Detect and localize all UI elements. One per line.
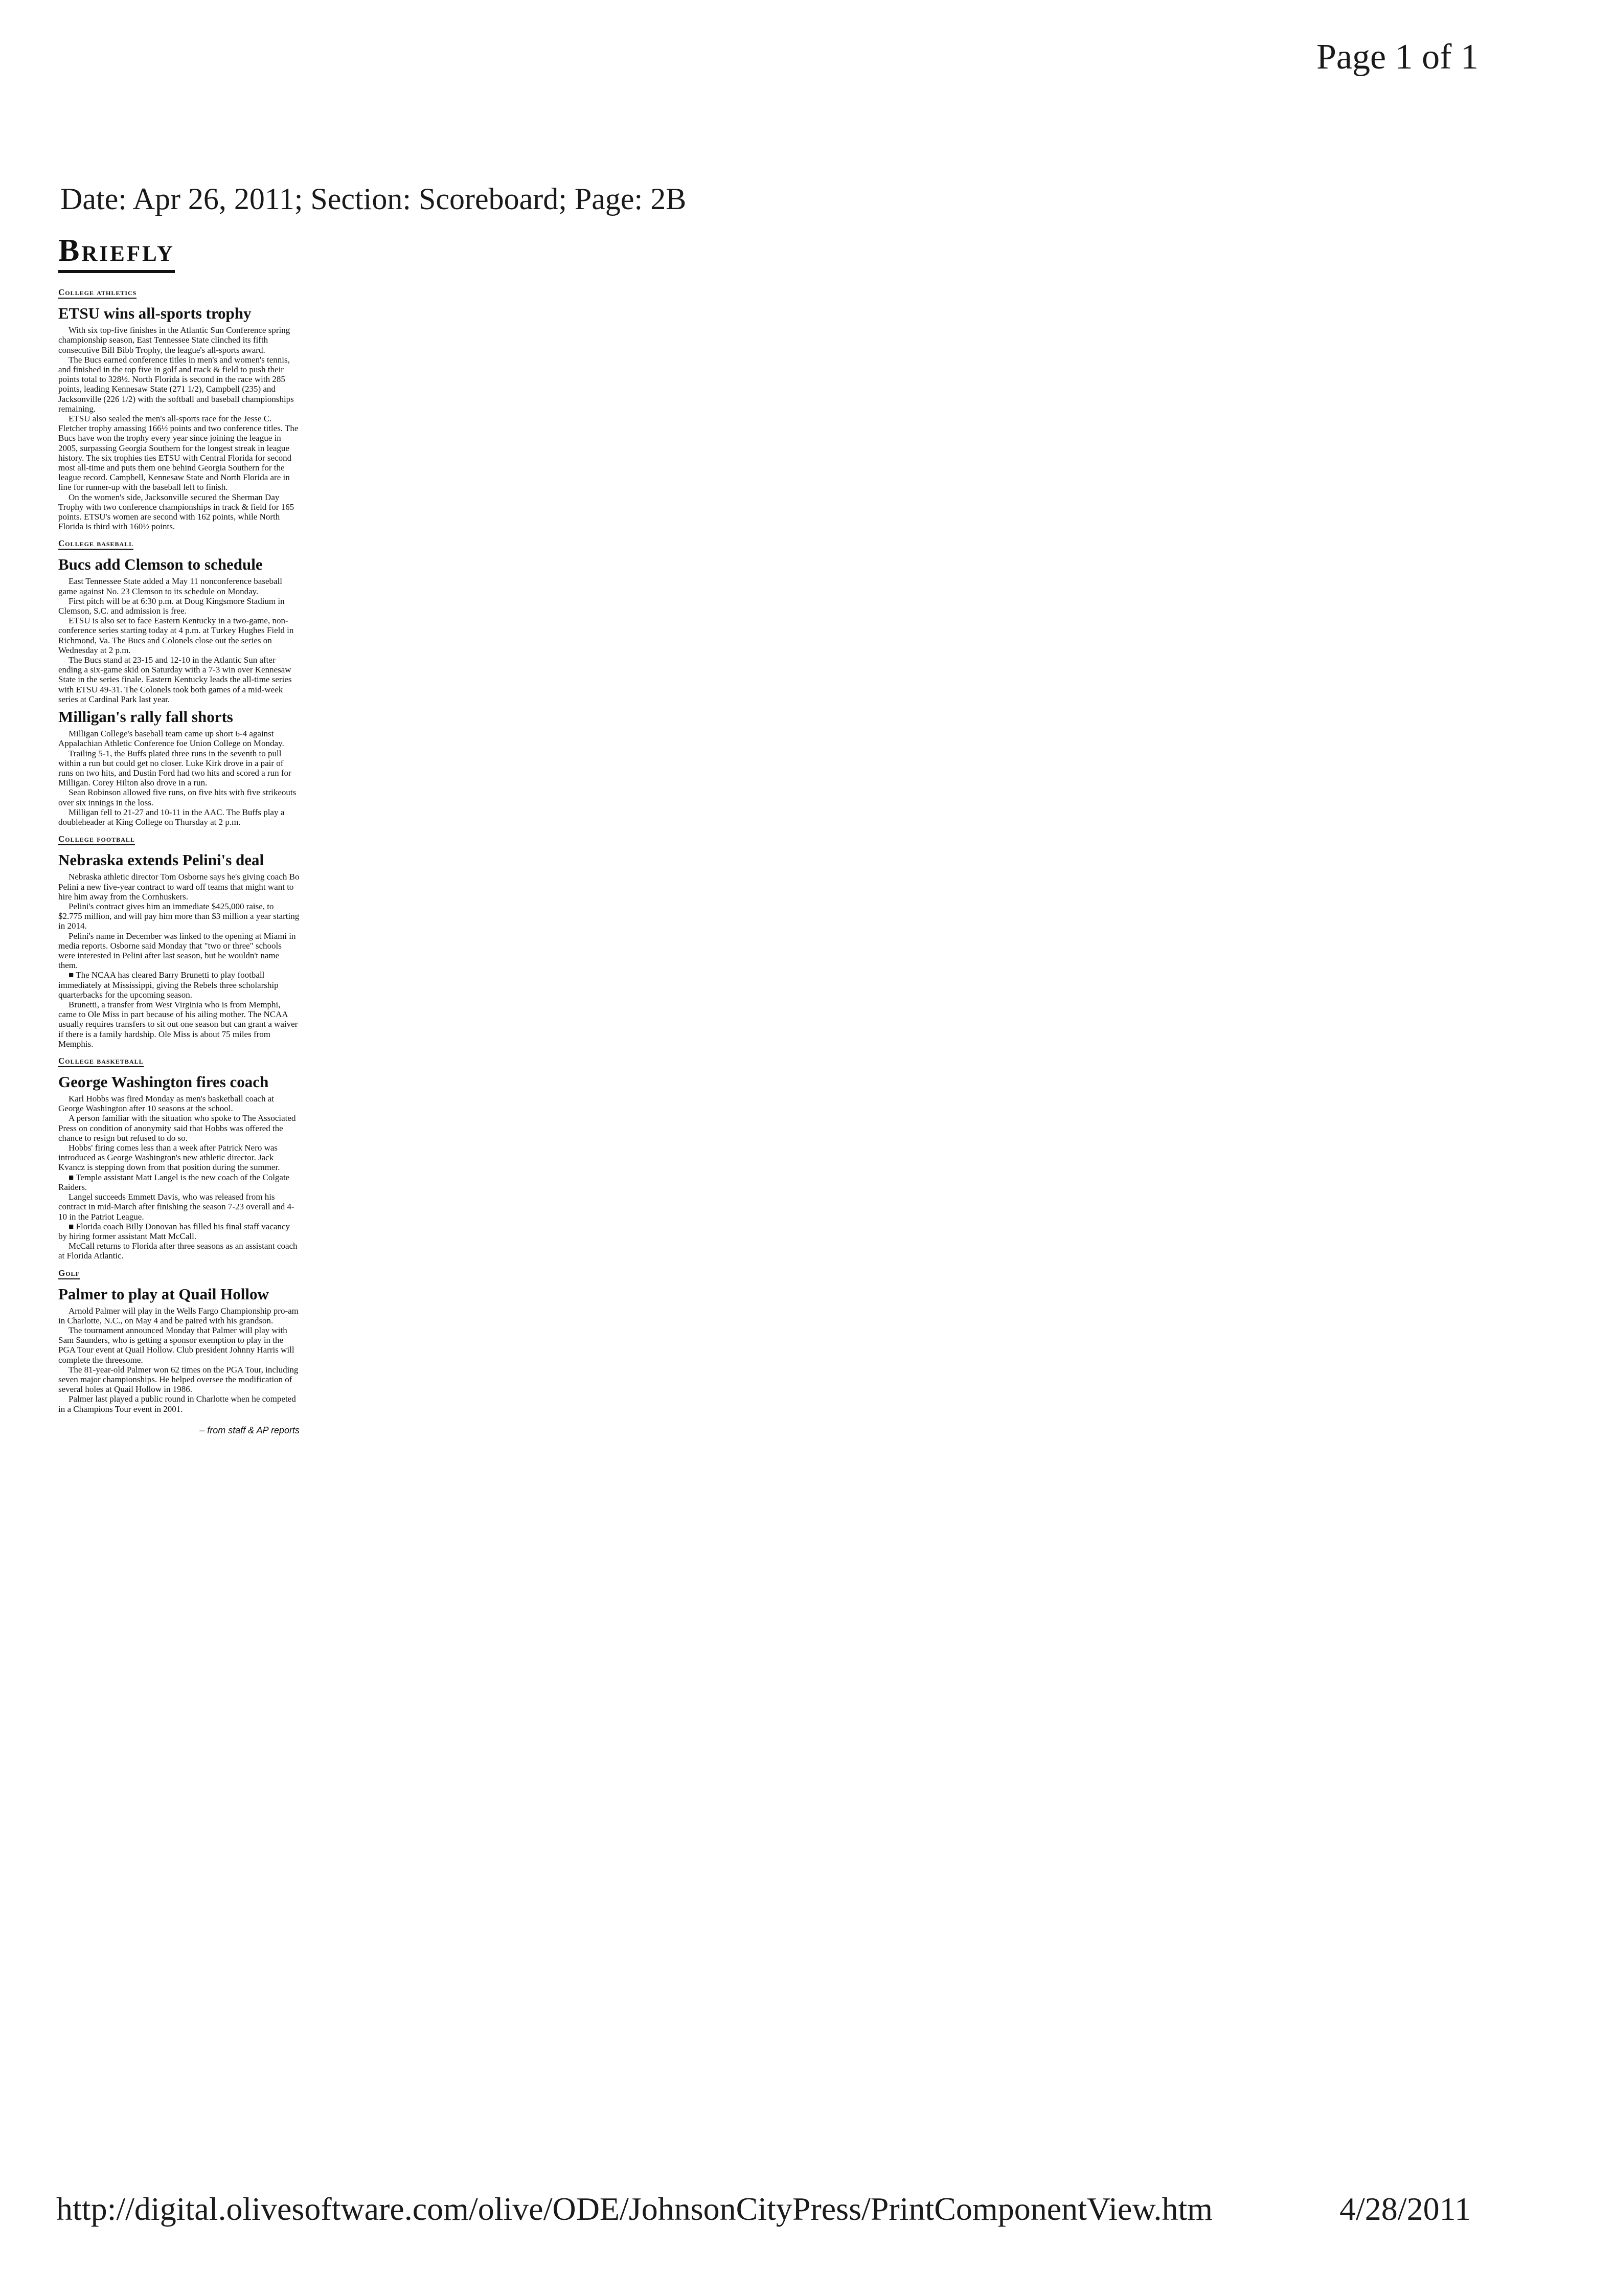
story-paragraph: Milligan fell to 21-27 and 10-11 in the AAC. The Buffs play a doubleheader at King College on Thursday at 2 p.m.: [58, 807, 285, 827]
story: [58, 535, 300, 704]
story-paragraph: Pelini's contract gives him an immediate $425,000 raise, to $2.775 million, and will pay him more than $3 million a year starting in 2014.: [58, 901, 300, 931]
story-headline: Bucs add Clemson to schedule: [58, 555, 263, 574]
story-paragraph: The tournament announced Monday that Palmer will play with Sam Saunders, who is getting a sponsor exemption to play in the PGA Tour event at Quail Hollow. Club president Johnny Harris will complete the threesome.: [58, 1325, 294, 1365]
story-paragraph: ■ The NCAA has cleared Barry Brunetti to play football immediately at Mississippi, giving the Rebels three scholarship quarterbacks for the upcoming season.: [58, 970, 279, 1000]
story-kicker: Golf: [58, 1268, 80, 1279]
story-paragraph: The 81-year-old Palmer won 62 times on the PGA Tour, including seven major championships. He helped oversee the modification of several holes at Quail Hollow in 1986.: [58, 1364, 299, 1394]
dateline: Date: Apr 26, 2011; Section: Scoreboard; Page: 2B: [60, 182, 687, 216]
story-paragraph: A person familiar with the situation who spoke to The Associated Press on condition of anonymity said that Hobbs was offered the chance to resign but refused to do so.: [58, 1113, 296, 1143]
story-paragraph: On the women's side, Jacksonville secured the Sherman Day Trophy with two conference championships in track & field for 165 points. ETSU's women are second with 162 points, while North Florida is third with 160½ points.: [58, 492, 294, 532]
story-headline: George Washington fires coach: [58, 1072, 269, 1091]
story-paragraph: Nebraska athletic director Tom Osborne says he's giving coach Bo Pelini a new five-year contract to ward off teams that might want to hire him away from the Cornhuskers.: [58, 872, 300, 902]
briefly-column: [58, 233, 300, 1436]
story-paragraph: The Bucs earned conference titles in men's and women's tennis, and finished in the top five in golf and track & field to push their points total to 328½. North Florida is second in the race with 285 points, leading Kennesaw State (271 1/2), Campbell (235) and Jacksonville (226 1/2) with the softball and baseball championships remaining.: [58, 354, 294, 414]
story-paragraph: Karl Hobbs was fired Monday as men's basketball coach at George Washington after 10 seasons at the school.: [58, 1094, 274, 1114]
story-paragraph: Milligan College's baseball team came up short 6-4 against Appalachian Athletic Conference foe Union College on Monday.: [58, 729, 284, 749]
story-kicker: College basketball: [58, 1056, 144, 1067]
story-headline: Nebraska extends Pelini's deal: [58, 851, 264, 869]
story-paragraph: First pitch will be at 6:30 p.m. at Doug Kingsmore Stadium in Clemson, S.C. and admission is free.: [58, 596, 285, 616]
story-paragraph: ■ Florida coach Billy Donovan has filled his final staff vacancy by hiring former assistant Matt McCall.: [58, 1221, 290, 1241]
story-paragraph: Hobbs' firing comes less than a week after Patrick Nero was introduced as George Washington's new athletic director. Jack Kvancz is stepping down from that position during the summer.: [58, 1143, 280, 1173]
byline: – from staff & AP reports: [199, 1425, 300, 1435]
story-paragraph: Sean Robinson allowed five runs, on five hits with five strikeouts over six innings in the loss.: [58, 787, 297, 807]
story-paragraph: Langel succeeds Emmett Davis, who was released from his contract in mid-March after finishing the season 7-23 overall and 4-10 in the Patriot League.: [58, 1192, 294, 1222]
story-paragraph: The Bucs stand at 23-15 and 12-10 in the Atlantic Sun after ending a six-game skid on Saturday with a 7-3 win over Kennesaw State in the series finale. Eastern Kentucky leads the all-time series with ETSU 49-31. The Colonels took both games of a mid-week series at Cardinal Park last year.: [58, 655, 292, 704]
story-headline: ETSU wins all-sports trophy: [58, 304, 252, 322]
stories-list: [58, 284, 300, 1414]
footer-date: 4/28/2011: [1339, 2191, 1471, 2227]
story-paragraph: ETSU also sealed the men's all-sports race for the Jesse C. Fletcher trophy amassing 166½ points and two conference titles. The Bucs have won the trophy every year since joining the league in 2005, surpassing Georgia Southern for the longest streak in league history. The six trophies ties ETSU with Central Florida for second most all-time and puts them one behind Georgia Southern for the league record. Campbell, Kennesaw State and North Florida are in line for runner-up with the baseball left to finish.: [58, 413, 299, 492]
story-headline: Milligan's rally fall shorts: [58, 708, 233, 726]
story-kicker: College baseball: [58, 538, 133, 550]
story-kicker: College athletics: [58, 287, 137, 299]
story-paragraph: East Tennessee State added a May 11 nonconference baseball game against No. 23 Clemson to its schedule on Monday.: [58, 576, 282, 596]
story-paragraph: Trailing 5-1, the Buffs plated three runs in the seventh to pull within a run but could get no closer. Luke Kirk drove in a pair of runs on two hits, and Dustin Ford had two hits and scored a run for Milligan. Corey Hilton also drove in a run.: [58, 748, 291, 788]
story-paragraph: ■ Temple assistant Matt Langel is the new coach of the Colgate Raiders.: [58, 1172, 290, 1192]
story: [58, 831, 300, 1049]
story: [58, 1053, 300, 1261]
story-paragraph: Palmer last played a public round in Charlotte when he competed in a Champions Tour event in 2001.: [58, 1394, 296, 1414]
story: [58, 708, 300, 827]
story-paragraph: Arnold Palmer will play in the Wells Fargo Championship pro-am in Charlotte, N.C., on May 4 and be paired with his grandson.: [58, 1305, 299, 1325]
story-paragraph: Pelini's name in December was linked to the opening at Miami in media reports. Osborne said Monday that "two or three" schools were interested in Pelini after last season, but he wouldn't name them.: [58, 931, 296, 971]
story-kicker: College football: [58, 834, 135, 845]
story: [58, 1265, 300, 1414]
story: [58, 284, 300, 531]
story-headline: Palmer to play at Quail Hollow: [58, 1285, 269, 1303]
column-title: Briefly: [58, 233, 175, 273]
story-paragraph: With six top-five finishes in the Atlantic Sun Conference spring championship season, East Tennessee State clinched its fifth consecutive Bill Bibb Trophy, the league's all-sports award.: [58, 325, 290, 355]
story-paragraph: McCall returns to Florida after three seasons as an assistant coach at Florida Atlantic.: [58, 1241, 298, 1261]
story-paragraph: ETSU is also set to face Eastern Kentucky in a two-game, non-conference series starting today at 4 p.m. at Turkey Hughes Field in Richmond, Va. The Bucs and Colonels close out the series on Wednesday at 2 p.m.: [58, 616, 294, 655]
story-paragraph: Brunetti, a transfer from West Virginia who is from Memphi, came to Ole Miss in part because of his ailing mother. The NCAA usually requires transfers to sit out one season but can grant a waiver if there is a family hardship. Ole Miss is about 75 miles from Memphis.: [58, 999, 298, 1049]
footer-url[interactable]: http://digital.olivesoftware.com/olive/ODE/JohnsonCityPress/PrintComponentView.htm: [56, 2191, 1213, 2227]
page-number: Page 1 of 1: [1316, 37, 1478, 77]
